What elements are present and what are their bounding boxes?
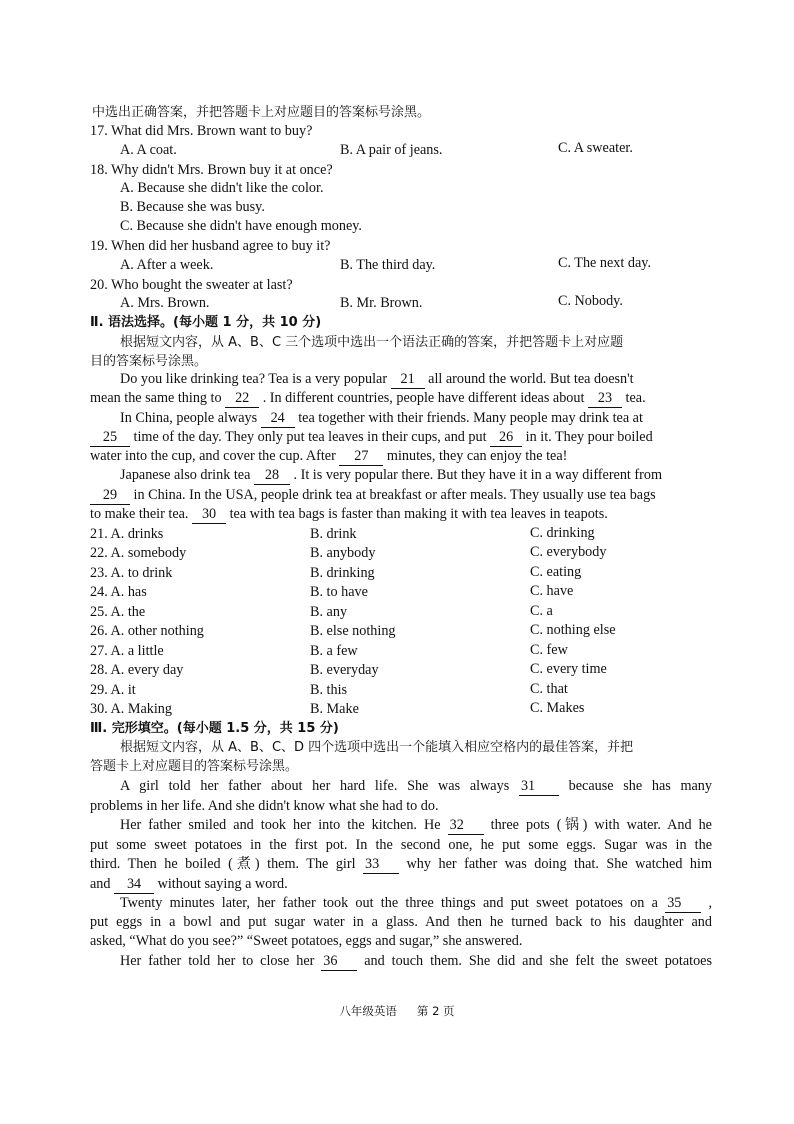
q17-option-b: B. A pair of jeans. (340, 142, 443, 158)
q18-option-c: C. Because she didn't have enough money. (120, 218, 362, 234)
passage-line: In China, people always 24 tea together with their friends. Many people may drink tea at (120, 410, 643, 426)
q19-option-a: A. After a week. (120, 257, 214, 273)
option-28-b: B. everyday (310, 662, 379, 678)
option-25-a: 25. A. the (90, 604, 146, 620)
option-30-a: 30. A. Making (90, 701, 172, 717)
question-18: 18. Why didn't Mrs. Brown buy it at once? (90, 162, 333, 178)
cloze-line: third. Then he boiled (煮) them. The girl 33 why her father was doing that. She watched him (90, 856, 712, 872)
option-28-a: 28. A. every day (90, 662, 184, 678)
q17-option-a: A. A coat. (120, 142, 177, 158)
cloze-line: problems in her life. And she didn't know what she had to do. (90, 798, 439, 814)
section-2-heading: Ⅱ. 语法选择。(每小题 1 分，共 10 分) (90, 315, 322, 330)
blank-27: 27 (339, 447, 383, 466)
section-3-instruction-1: 根据短文内容，从 A、B、C、D 四个选项中选出一个能填入相应空格内的最佳答案，并把 (120, 740, 634, 755)
blank-31: 31 (519, 777, 559, 796)
q19-option-c: C. The next day. (558, 255, 651, 271)
footer-subject: 八年级英语 (339, 1004, 397, 1018)
section-3-heading: Ⅲ. 完形填空。(每小题 1.5 分，共 15 分) (90, 721, 339, 736)
option-29-a: 29. A. it (90, 682, 136, 698)
q20-option-c: C. Nobody. (558, 293, 623, 309)
cloze-line: A girl told her father about her hard life. She was always 31 because she has many (120, 778, 712, 794)
option-25-c: C. a (530, 603, 553, 619)
option-26-a: 26. A. other nothing (90, 623, 204, 639)
option-22-b: B. anybody (310, 545, 376, 561)
cloze-line: asked, “What do you see?” “Sweet potatoes, eggs and sugar,” she answered. (90, 933, 523, 949)
option-29-c: C. that (530, 681, 568, 697)
blank-32: 32 (448, 816, 484, 835)
q20-option-b: B. Mr. Brown. (340, 295, 423, 311)
option-23-b: B. drinking (310, 565, 375, 581)
option-21-c: C. drinking (530, 525, 595, 541)
blank-23: 23 (588, 389, 622, 408)
section-2-instruction-2: 目的答案标号涂黑。 (90, 354, 208, 369)
question-20: 20. Who bought the sweater at last? (90, 277, 293, 293)
blank-29: 29 (90, 486, 130, 505)
option-26-b: B. else nothing (310, 623, 396, 639)
cloze-line: put eggs in a bowl and put sugar water in a glass. And then he turned back to his daughter and (90, 914, 712, 930)
section-2-instruction-1: 根据短文内容，从 A、B、C 三个选项中选出一个语法正确的答案，并把答题卡上对应题 (120, 335, 624, 350)
blank-28: 28 (254, 466, 290, 485)
option-27-b: B. a few (310, 643, 358, 659)
option-21-a: 21. A. drinks (90, 526, 164, 542)
option-22-c: C. everybody (530, 544, 607, 560)
cloze-line: Twenty minutes later, her father took out the three things and put sweet potatoes on a 35 , (120, 895, 712, 911)
passage-line: Japanese also drink tea 28 . It is very popular there. But they have it in a way different from (120, 467, 663, 483)
option-26-c: C. nothing else (530, 622, 616, 638)
q20-option-a: A. Mrs. Brown. (120, 295, 210, 311)
blank-36: 36 (321, 952, 357, 971)
option-24-b: B. to have (310, 584, 368, 600)
instruction-tail: 中选出正确答案，并把答题卡上对应题目的答案标号涂黑。 (92, 105, 431, 120)
cloze-line: put some sweet potatoes in the first pot. In the second one, he put some eggs. Sugar was in the (90, 837, 712, 853)
option-22-a: 22. A. somebody (90, 545, 187, 561)
blank-34: 34 (114, 875, 154, 894)
passage-line: 29 in China. In the USA, people drink tea at breakfast or after meals. They usually use tea bags (90, 486, 656, 505)
q17-option-c: C. A sweater. (558, 140, 633, 156)
blank-26: 26 (490, 428, 522, 447)
option-23-a: 23. A. to drink (90, 565, 173, 581)
blank-25: 25 (90, 428, 130, 447)
passage-line: Do you like drinking tea? Tea is a very popular 21 all around the world. But tea doesn't (120, 371, 634, 387)
option-23-c: C. eating (530, 564, 582, 580)
option-30-b: B. Make (310, 701, 359, 717)
cloze-line: Her father told her to close her 36 and touch them. She did and she felt the sweet potatoes (120, 953, 712, 969)
option-21-b: B. drink (310, 526, 357, 542)
footer-page-number: 第 2 页 (416, 1004, 455, 1018)
blank-21: 21 (391, 370, 425, 389)
cloze-line: Her father smiled and took her into the kitchen. He 32 three pots (锅) with water. And he (120, 817, 712, 833)
question-17: 17. What did Mrs. Brown want to buy? (90, 123, 313, 139)
blank-35: 35 (665, 894, 701, 913)
option-25-b: B. any (310, 604, 348, 620)
option-24-a: 24. A. has (90, 584, 147, 600)
q18-option-a: A. Because she didn't like the color. (120, 180, 324, 196)
option-28-c: C. every time (530, 661, 607, 677)
section-3-instruction-2: 答题卡上对应题目的答案标号涂黑。 (90, 759, 299, 774)
passage-line: to make their tea. 30 tea with tea bags is faster than making it with tea leaves in teapots. (90, 506, 608, 522)
option-30-c: C. Makes (530, 700, 585, 716)
cloze-line: and 34 without saying a word. (90, 876, 288, 892)
option-29-b: B. this (310, 682, 348, 698)
blank-30: 30 (192, 505, 226, 524)
passage-line: water into the cup, and cover the cup. After 27 minutes, they can enjoy the tea! (90, 448, 568, 464)
option-24-c: C. have (530, 583, 574, 599)
page-footer (0, 1003, 794, 1019)
passage-line: 25 time of the day. They only put tea leaves in their cups, and put 26 in it. They pour boiled (90, 428, 653, 447)
q18-option-b: B. Because she was busy. (120, 199, 265, 215)
option-27-a: 27. A. a little (90, 643, 164, 659)
question-19: 19. When did her husband agree to buy it? (90, 238, 331, 254)
blank-22: 22 (225, 389, 259, 408)
q19-option-b: B. The third day. (340, 257, 436, 273)
option-27-c: C. few (530, 642, 568, 658)
blank-24: 24 (261, 409, 295, 428)
passage-line: mean the same thing to 22 . In different countries, people have different ideas about 23 tea. (90, 390, 646, 406)
blank-33: 33 (363, 855, 399, 874)
